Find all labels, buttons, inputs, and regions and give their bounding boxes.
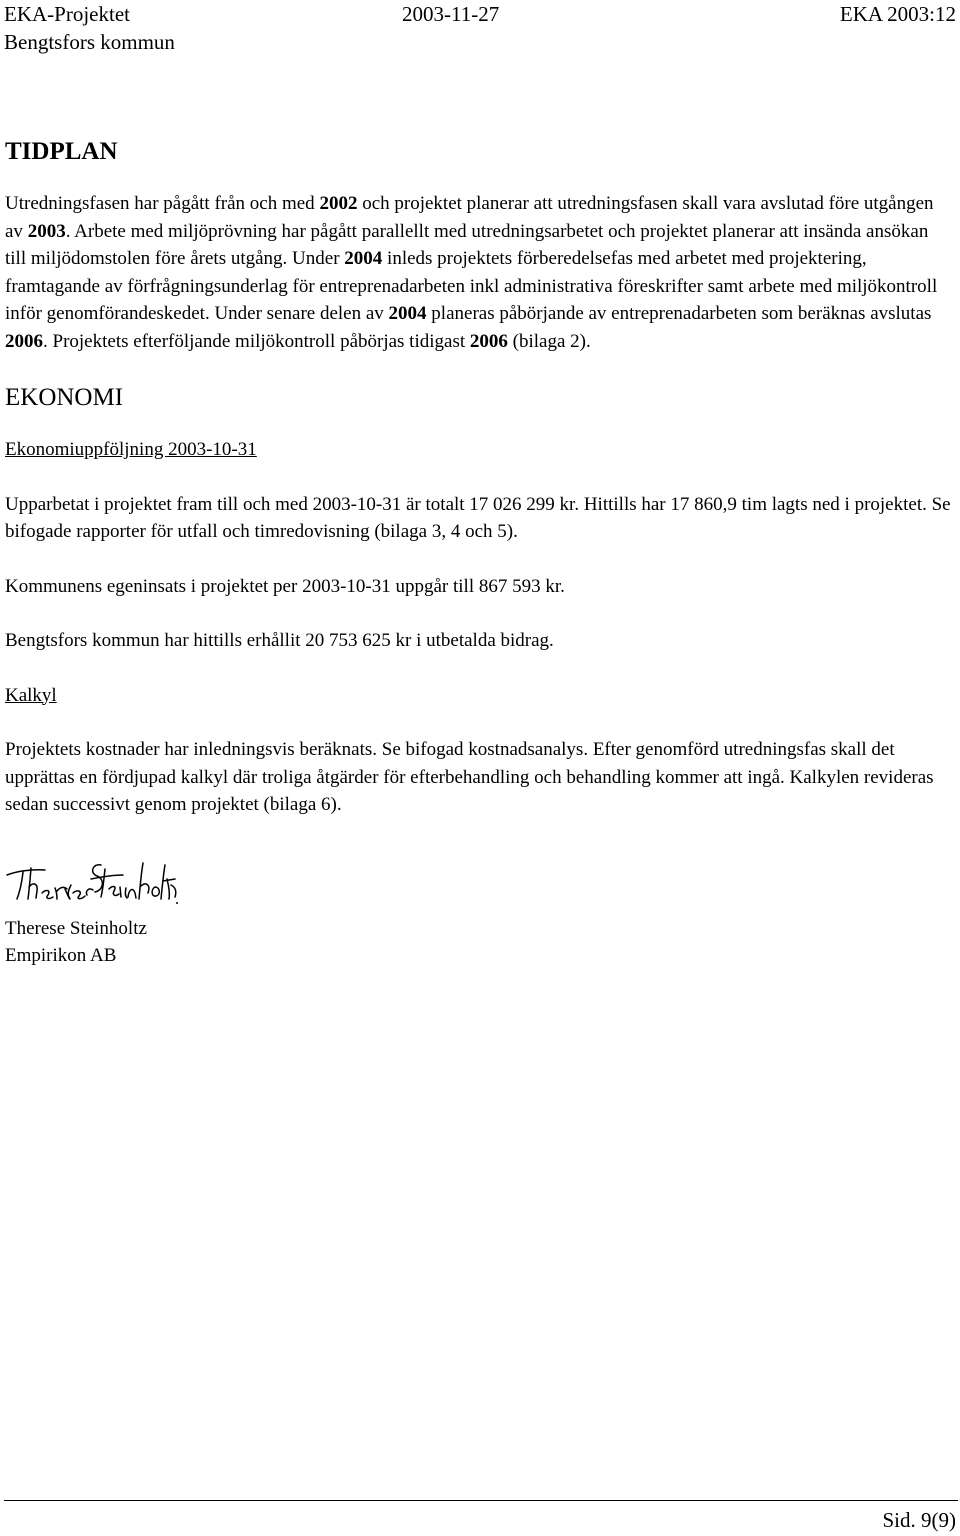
text-run: inleds projektets förberedelsefas med arbetet med projektering, framtagande av förfrågningsunderlag för entreprenadarbeten inkl administrativa föreskrifter samt arbete med miljökontroll inför genomförandeskedet. Under senare delen av — [5, 248, 938, 324]
header-organization: Bengtsfors kommun — [4, 30, 175, 54]
ekonomi-paragraph-egeninsats: Kommunens egeninsats i projektet per 2003-10-31 uppgår till 867 593 kr. — [5, 575, 565, 597]
document-body — [5, 136, 952, 970]
page-number: Sid. 9(9) — [882, 1508, 956, 1532]
year-emphasis: 2006 — [5, 330, 43, 352]
year-emphasis: 2004 — [344, 248, 383, 269]
text-run: . Arbete med miljöprövning har pågått parallellt med utredningsarbetet och projektet planerar att insända ansökan till miljödomstolen före årets utgång. Under — [5, 220, 929, 269]
text-run: . Projektets efterföljande miljökontroll påbörjas tidigast — [43, 330, 470, 352]
text-run: och projektet planerar att utredningsfasen skall vara avslutad före utgången av — [5, 193, 934, 242]
text-run: planeras påbörjande av entreprenadarbeten som beräknas avslutas — [426, 303, 932, 324]
ekonomi-heading: EKONOMI — [5, 384, 124, 411]
text-run: Utredningsfasen har pågått från och med — [5, 193, 320, 214]
text-run: (bilaga 2). — [507, 330, 591, 352]
tidplan-heading: TIDPLAN — [5, 138, 118, 165]
tidplan-paragraph — [5, 190, 952, 355]
page-header — [4, 0, 956, 56]
year-emphasis: 2003 — [27, 220, 66, 242]
ekonomi-paragraph-upparbetat: Upparbetat i projektet fram till och med 2003-10-31 är totalt 17 026 299 kr. Hittills har 17 860,9 tim lagts ned i projektet. Se bifogade rapporter för utfall och timredovisning (bilaga 3, 4 och 5). — [5, 493, 951, 542]
ekonomi-subheading: Ekonomiuppföljning 2003-10-31 — [5, 439, 257, 460]
kalkyl-heading: Kalkyl — [5, 684, 57, 706]
ekonomi-paragraph-bidrag: Bengtsfors kommun har hittills erhållit 20 753 625 kr i utbetalda bidrag. — [5, 630, 554, 651]
year-emphasis: 2002 — [319, 193, 358, 214]
header-project: EKA-Projektet — [4, 2, 130, 26]
header-doc-id: EKA 2003:12 — [839, 2, 956, 26]
header-date: 2003-11-27 — [402, 2, 500, 26]
handwritten-signature — [5, 853, 180, 909]
footer-divider — [4, 1500, 958, 1501]
year-emphasis: 2006 — [469, 330, 508, 352]
kalkyl-paragraph: Projektets kostnader har inledningsvis beräknats. Se bifogad kostnadsanalys. Efter genomförd utredningsfas skall det upprättas en fördjupad kalkyl där troliga åtgärder för efterbehandling och behandling kommer att ingå. Kalkylen revideras sedan successivt genom projektet (bilaga 6). — [5, 739, 934, 815]
signer-name: Therese Steinholtz — [5, 917, 147, 939]
signer-company: Empirikon AB — [5, 945, 117, 966]
year-emphasis: 2004 — [388, 303, 427, 324]
